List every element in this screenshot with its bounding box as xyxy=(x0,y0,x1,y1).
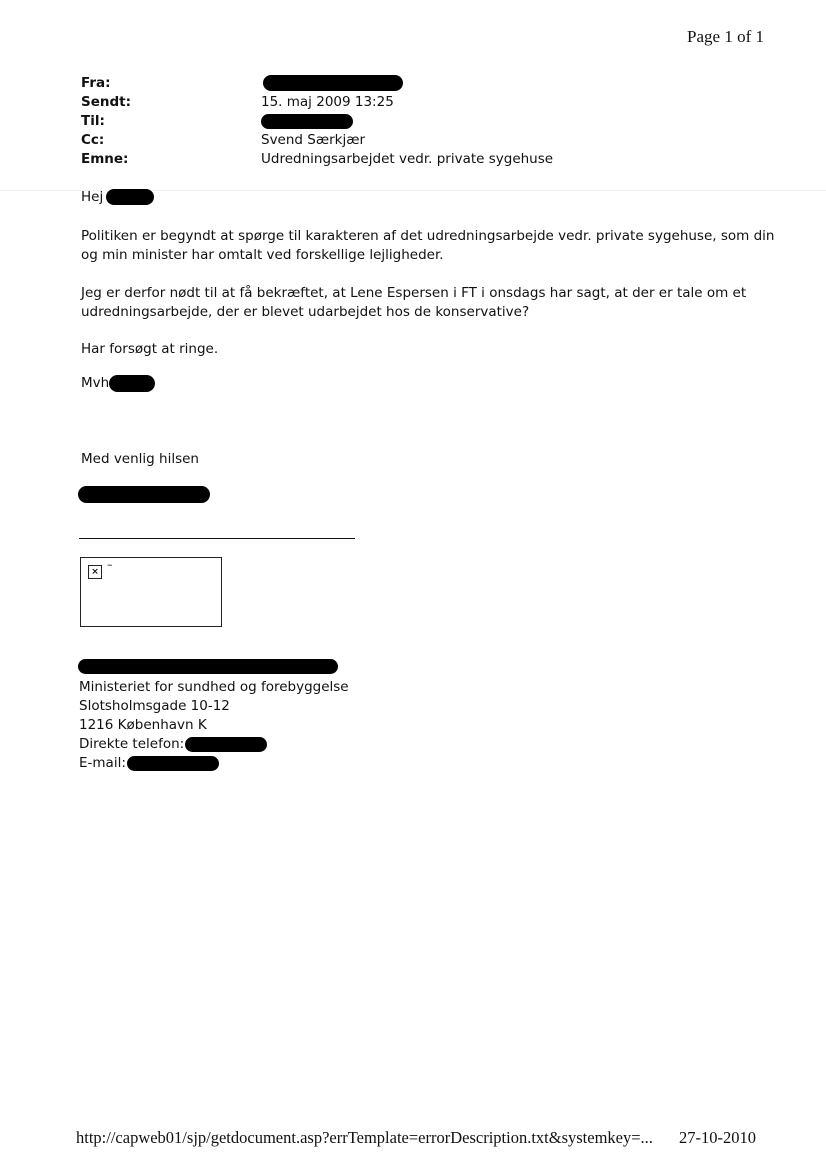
paragraph-2: Jeg er derfor nødt til at få bekræftet, at Lene Espersen i FT i onsdags har sagt, at der er tale om et udredningsarbejde, der er blevet udarbejdet hos de konservative? xyxy=(81,285,747,320)
signature-city: 1216 København K xyxy=(79,717,207,733)
email-header xyxy=(81,74,661,169)
redaction xyxy=(78,659,338,674)
greeting: Hej xyxy=(81,189,104,205)
redaction xyxy=(106,189,154,205)
broken-image-dash: – xyxy=(107,558,113,571)
redaction xyxy=(263,75,403,91)
signature-org: Ministeriet for sundhed og forebyggelse xyxy=(79,679,349,695)
signature-image-placeholder xyxy=(80,557,222,627)
signature-street: Slotsholmsgade 10-12 xyxy=(79,698,230,714)
phone-label: Direkte telefon: xyxy=(79,736,185,752)
emne-label: Emne: xyxy=(81,151,129,167)
paragraph-3: Har forsøgt at ringe. xyxy=(81,341,219,357)
signoff: Med venlig hilsen xyxy=(81,451,199,467)
sendt-label: Sendt: xyxy=(81,94,132,110)
closing-line xyxy=(81,374,781,393)
signature-email-line xyxy=(79,754,779,773)
broken-image-icon: × xyxy=(88,565,102,579)
emne-value: Udredningsarbejdet vedr. private sygehuse xyxy=(261,151,554,167)
redaction xyxy=(127,756,219,771)
fra-label: Fra: xyxy=(81,75,111,91)
sendt-value: 15. maj 2009 13:25 xyxy=(261,94,394,110)
email-label: E-mail: xyxy=(79,755,126,771)
redaction xyxy=(78,486,210,503)
til-value xyxy=(261,112,661,131)
footer-url: http://capweb01/sjp/getdocument.asp?errTemplate=errorDescription.txt&systemkey=... xyxy=(76,1128,653,1147)
signature-block xyxy=(79,678,779,773)
page-number: Page 1 of 1 xyxy=(687,27,764,46)
redaction xyxy=(261,114,353,129)
cc-label: Cc: xyxy=(81,132,105,148)
til-label: Til: xyxy=(81,113,105,129)
fra-value xyxy=(261,74,661,93)
closing: Mvh xyxy=(81,375,110,391)
redaction xyxy=(109,375,155,392)
signature-phone-line xyxy=(79,735,779,754)
cc-value: Svend Særkjær xyxy=(261,132,366,148)
footer-date: 27-10-2010 xyxy=(679,1128,756,1147)
redaction xyxy=(185,737,267,752)
greeting-line xyxy=(81,188,781,207)
paragraph-1: Politiken er begyndt at spørge til karakteren af det udredningsarbejde vedr. private sygehuse, som din og min minister har omtalt ved forskellige lejligheder. xyxy=(81,228,775,263)
signature-rule xyxy=(79,538,355,539)
